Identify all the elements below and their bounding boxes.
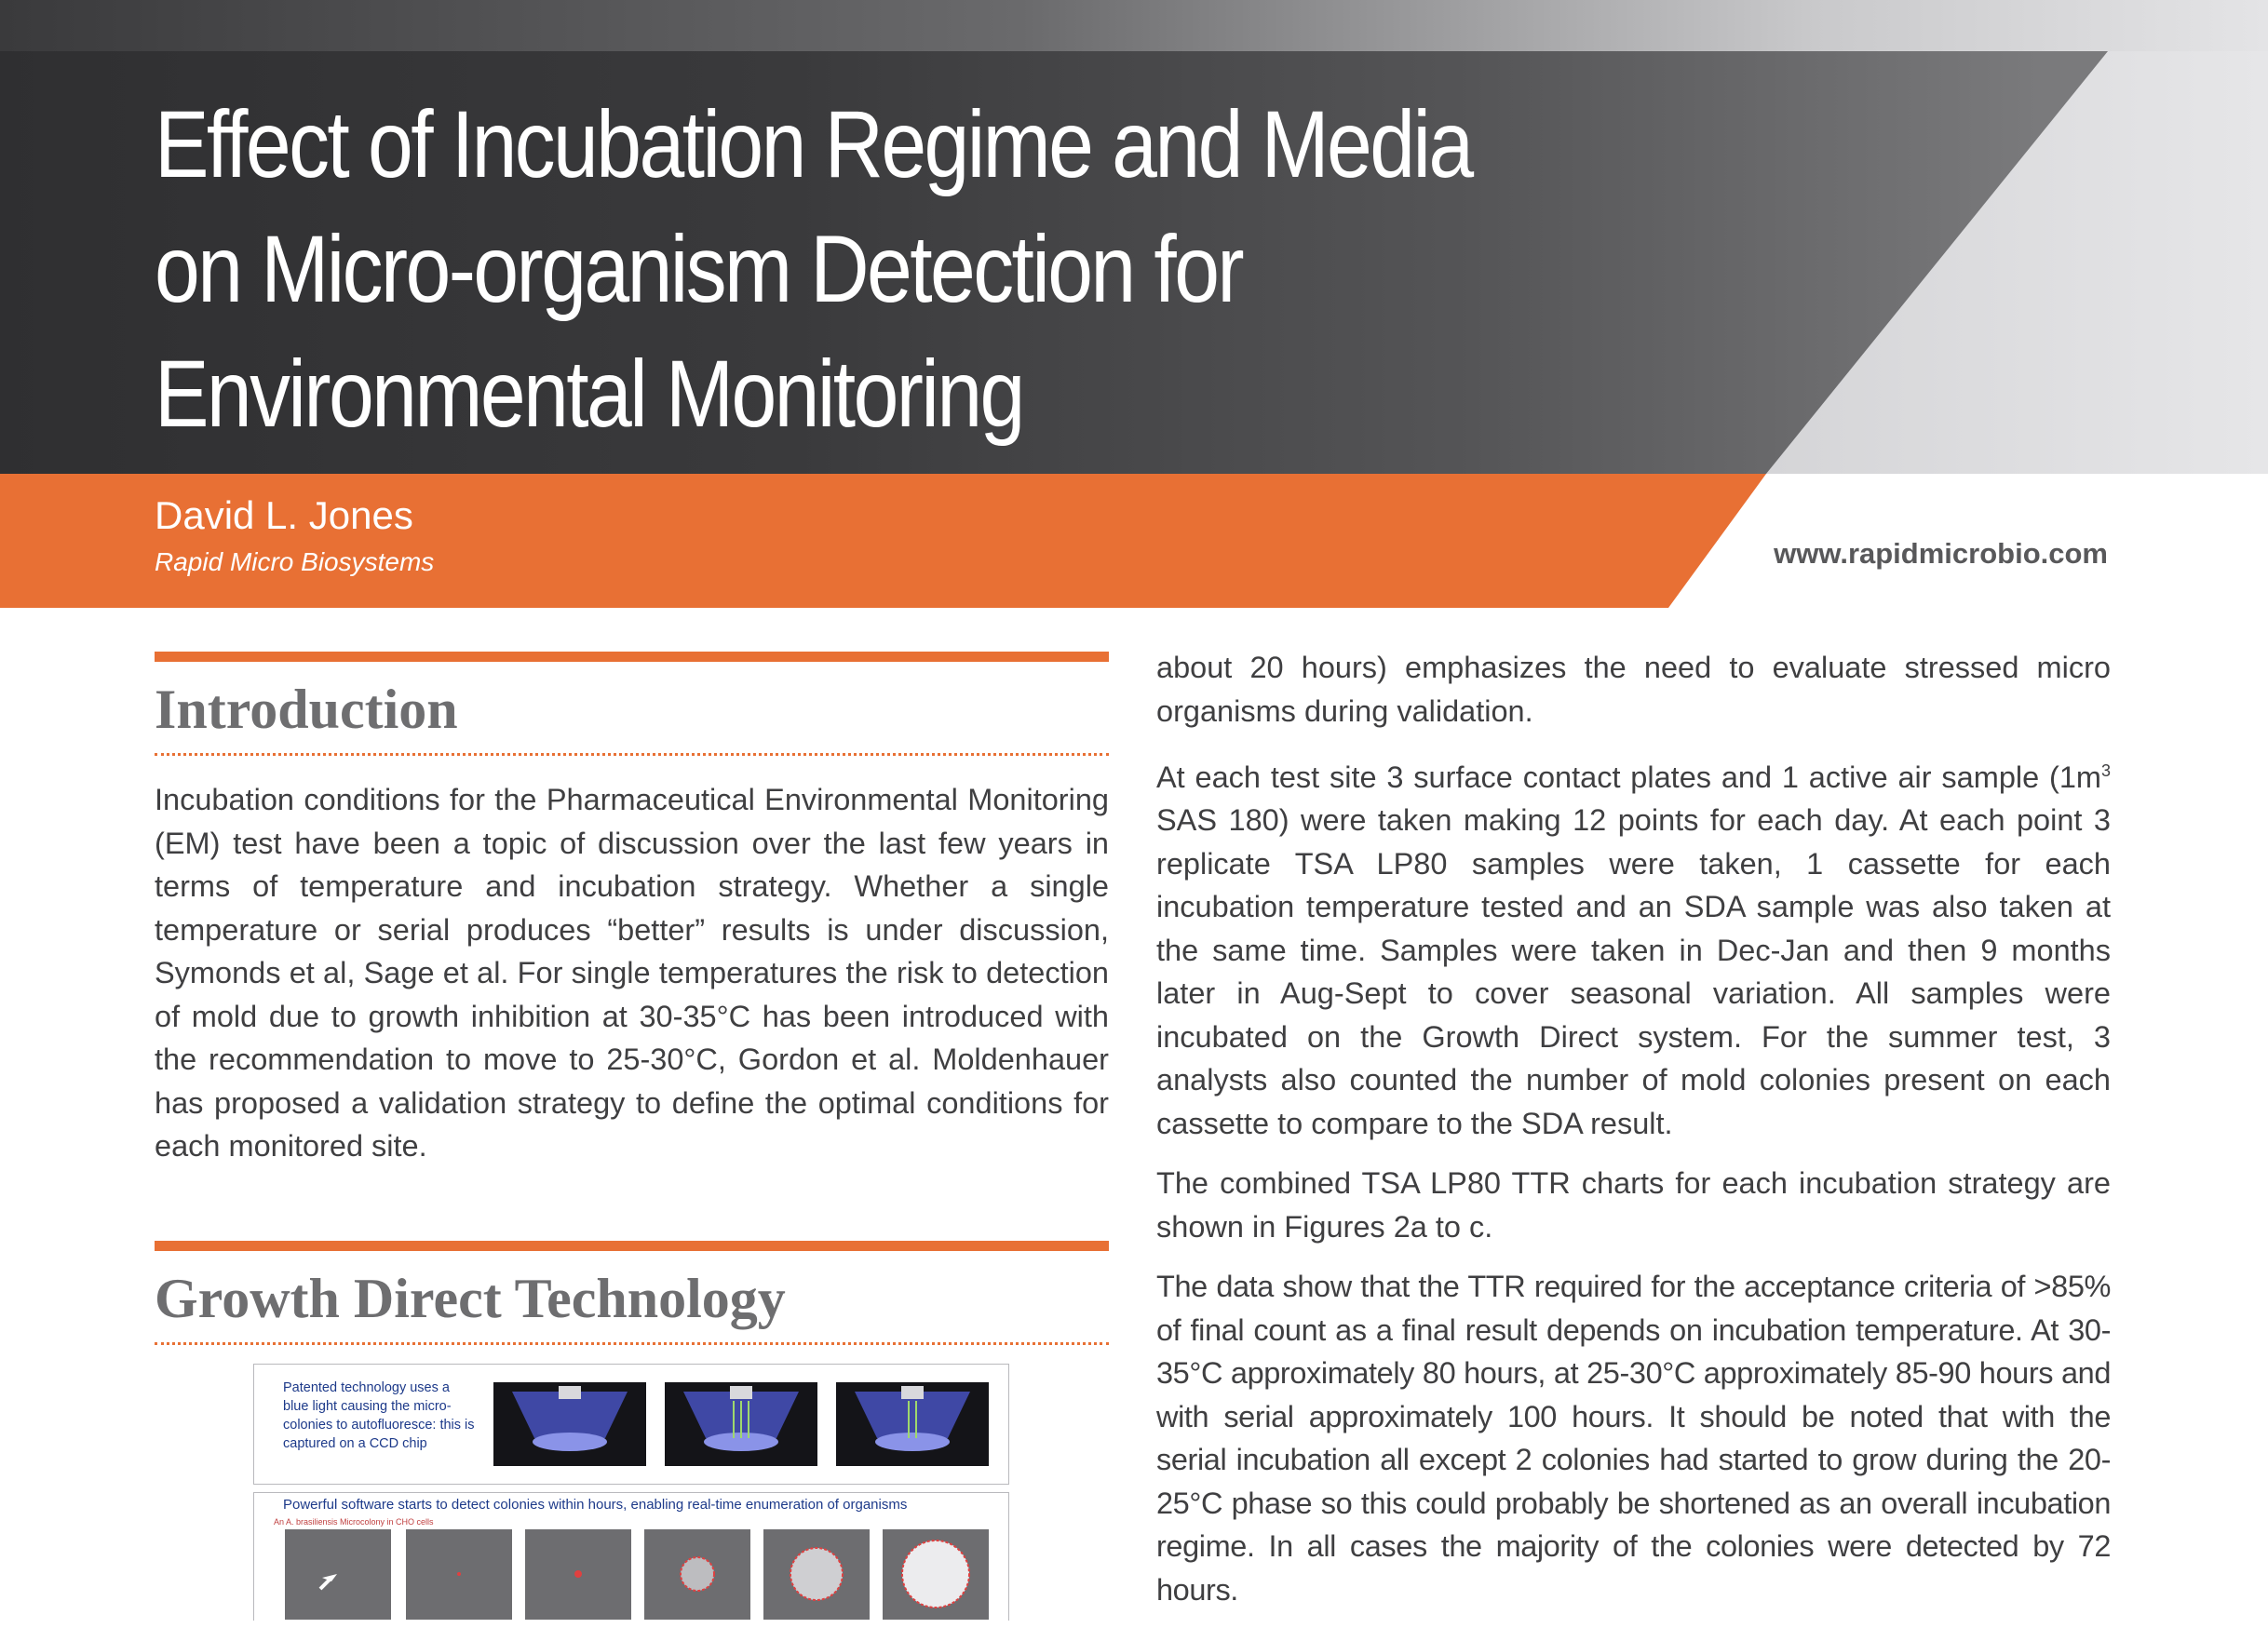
paragraph-methods	[1156, 749, 2111, 1145]
author-affiliation: Rapid Micro Biosystems	[155, 547, 435, 576]
left-column	[155, 652, 1109, 1367]
tech-dotted-divider	[155, 1342, 1109, 1345]
right-column	[1156, 646, 2111, 1628]
intro-rule	[155, 652, 1109, 662]
colony-growth-4	[644, 1529, 750, 1620]
growth-direct-figure	[253, 1364, 1009, 1620]
header-top-strip	[0, 0, 2268, 51]
colony-frame-1	[285, 1529, 391, 1620]
author-name: David L. Jones	[155, 493, 413, 537]
title-line-2: on Micro-organism Detection for	[155, 216, 1243, 322]
tech-heading: Growth Direct Technology	[155, 1267, 786, 1329]
colony-dot-3	[525, 1529, 631, 1620]
colony-dot-2	[406, 1529, 512, 1620]
intro-dotted-divider	[155, 753, 1109, 756]
website-link[interactable]: www.rapidmicrobio.com	[1774, 537, 2108, 570]
camera-image-3	[836, 1382, 989, 1466]
title-line-1: Effect of Incubation Regime and Media	[155, 91, 1472, 197]
methods-text-end: SAS 180) were taken making 12 points for each day. At each point 3 replicate TSA LP80 samples were taken, 1 cassette for each incubation temperature tested and an SDA sample was also taken at the same time. Samples were taken in Dec-Jan and then 9 months later in Aug-Sept to cover seasonal variation. All samples were incubated on the Growth Direct system. For the summer test, 3 analysts also counted the number of mold colonies present on each cassette to compare to the SDA result.	[1156, 803, 2111, 1140]
colony-frame-3	[525, 1529, 631, 1620]
figure-caption-top: Patented technology uses a blue light causing the micro-colonies to autofluoresce: this is captured on a CCD chip	[283, 1380, 475, 1451]
paragraph-continued: about 20 hours) emphasizes the need to evaluate stressed micro organisms during validation.	[1156, 651, 2111, 728]
camera-illustration-2	[665, 1382, 817, 1466]
paragraph-results: The data show that the TTR required for the acceptance criteria of >85% of final count as a final result depends on incubation temperature. At 30-35°C approximately 80 hours, at 25-30°C approximately 85-90 hours and with serial approximately 100 hours. It should be noted that with the serial incubation all except 2 colonies had started to grow during the 20-25°C phase so this could probably be shortened as an overall incubation regime. In all cases the majority of the colonies were detected by 72 hours.	[1156, 1270, 2111, 1607]
intro-paragraph: Incubation conditions for the Pharmaceutical Environmental Monitoring (EM) test have been a topic of discussion over the last few years in terms of temperature and incubation strategy. Whether a single temperature or serial produces “better” results is under discussion, Symonds et al, Sage et al. For single temperatures the risk to detection of mold due to growth inhibition at 30-35°C has been introduced with the recommendation to move to 25-30°C, Gordon et al. Moldenhauer has proposed a validation strategy to define the optimal conditions for each monitored site.	[155, 783, 1109, 1163]
figure-caption-sub: An A. brasiliensis Microcolony in CHO cells	[274, 1517, 434, 1527]
figure-caption-bottom: Powerful software starts to detect colonies within hours, enabling real-time enumeration of organisms	[283, 1497, 908, 1513]
tech-rule	[155, 1241, 1109, 1251]
camera-illustration-3	[836, 1382, 989, 1466]
colony-frame-4	[644, 1529, 750, 1620]
arrow-icon	[285, 1529, 391, 1620]
camera-image-1	[493, 1382, 646, 1466]
title-line-3: Environmental Monitoring	[155, 341, 1023, 447]
cubic-superscript: 3	[2100, 761, 2111, 780]
document-title	[155, 82, 1516, 456]
intro-heading: Introduction	[155, 679, 458, 740]
methods-text-start: At each test site 3 surface contact plates and 1 active air sample (1m	[1156, 760, 2101, 794]
camera-image-2	[665, 1382, 817, 1466]
colony-growth-5	[763, 1529, 870, 1620]
colony-frame-5	[763, 1529, 870, 1620]
camera-illustration-1	[493, 1382, 646, 1466]
paragraph-charts: The combined TSA LP80 TTR charts for each incubation strategy are shown in Figures 2a to c.	[1156, 1166, 2111, 1244]
colony-growth-6	[883, 1529, 989, 1620]
colony-frame-2	[406, 1529, 512, 1620]
colony-frame-6	[883, 1529, 989, 1620]
